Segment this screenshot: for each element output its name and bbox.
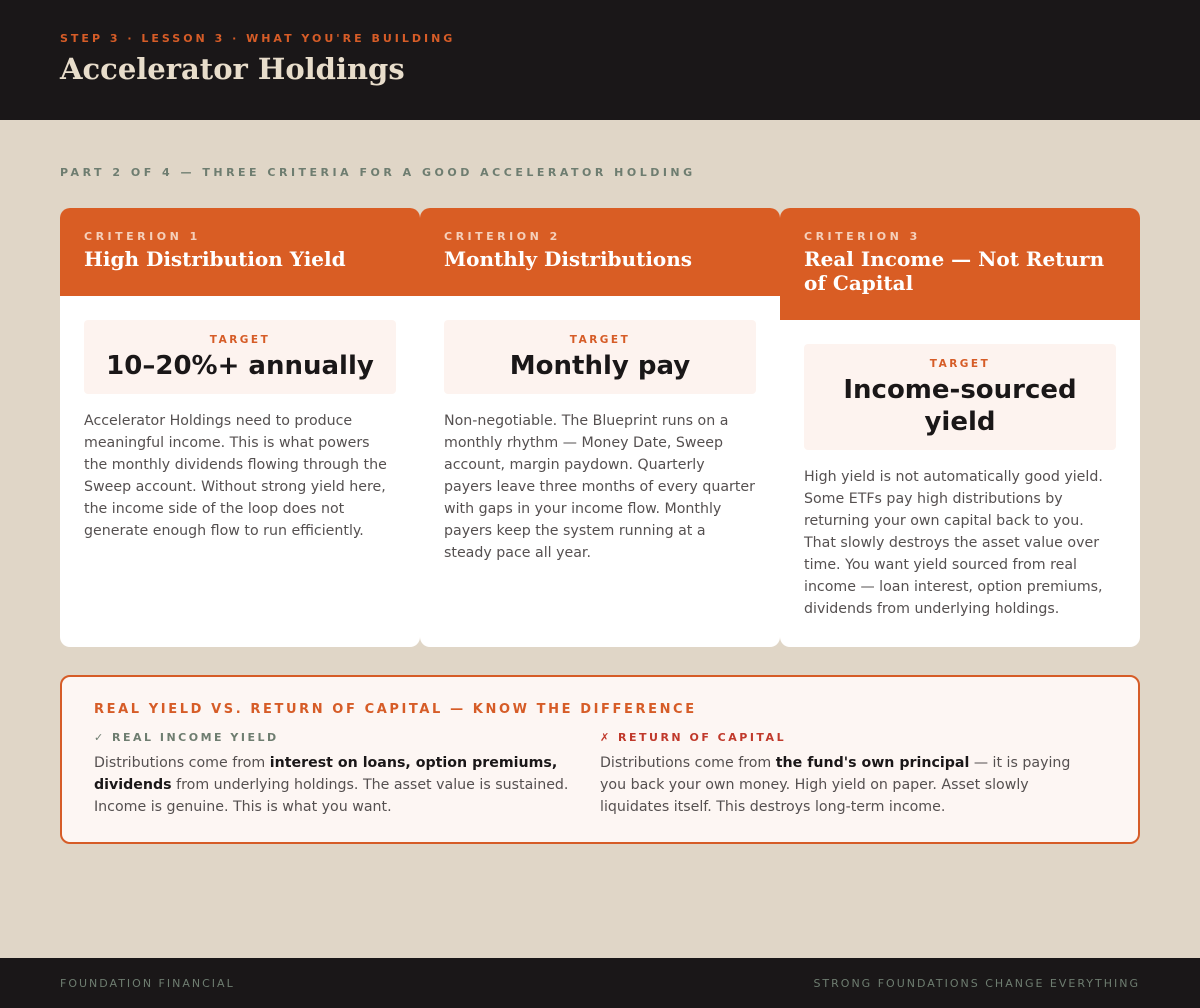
comparison-callout: [60, 675, 1140, 844]
criterion-card-header: [780, 208, 1140, 320]
target-box: [444, 320, 756, 394]
criterion-card-body: [780, 320, 1140, 620]
callout-title: REAL YIELD VS. RETURN OF CAPITAL — KNOW THE DIFFERENCE: [94, 702, 697, 717]
text-segment: — it is paying you back your own money. High yield on paper. Asset slowly liquidates itself. This destroys long-term income.: [600, 755, 1071, 815]
real-income-heading: ✓ REAL INCOME YIELD: [94, 731, 279, 744]
criterion-card-3: [780, 208, 1140, 647]
criterion-card-body: [60, 296, 420, 542]
emphasis-text: interest on loans, option premiums, dividends: [94, 755, 558, 793]
criterion-title: High Distribution Yield: [84, 247, 346, 271]
target-label: TARGET: [209, 334, 271, 346]
emphasis-text: the fund's own principal: [775, 755, 970, 771]
criterion-card-header: [420, 208, 780, 296]
criterion-title: Monthly Distributions: [444, 247, 693, 271]
text-segment: Distributions come from: [94, 755, 270, 771]
target-label: TARGET: [929, 358, 991, 370]
criterion-kicker: CRITERION 2: [444, 230, 561, 243]
target-value: Income-sourced yield: [843, 375, 1077, 437]
criterion-description: High yield is not automatically good yield. Some ETFs pay high distributions by returning your own capital back to you. That slowly destroys the asset value over time. You want yield sourced from real income — loan interest, option premiums, dividends from underlying holdings.: [804, 469, 1103, 617]
page-footer: [0, 958, 1200, 1008]
criterion-description: Accelerator Holdings need to produce meaningful income. This is what powers the monthly dividends flowing through the Sweep account. Without strong yield here, the income side of the loop does not generate enough flow to run efficiently.: [84, 413, 387, 539]
criterion-title: Real Income — Not Return of Capital: [804, 247, 1105, 295]
lesson-eyebrow: STEP 3 · LESSON 3 · WHAT YOU'RE BUILDING: [60, 32, 456, 45]
return-of-capital-heading: ✗ RETURN OF CAPITAL: [600, 731, 787, 744]
criterion-kicker: CRITERION 1: [84, 230, 201, 243]
target-label: TARGET: [569, 334, 631, 346]
text-segment: from underlying holdings. The asset value is sustained. Income is genuine. This is what you want.: [94, 777, 569, 815]
target-box: [804, 344, 1116, 450]
page-header: [0, 0, 1200, 120]
criterion-kicker: CRITERION 3: [804, 230, 921, 243]
criterion-description: Non-negotiable. The Blueprint runs on a monthly rhythm — Money Date, Sweep account, margin paydown. Quarterly payers leave three months of every quarter with gaps in your income flow. Monthly payers keep the system running at a steady pace all year.: [444, 413, 755, 561]
footer-brand: FOUNDATION FINANCIAL: [60, 977, 235, 990]
footer-tagline: STRONG FOUNDATIONS CHANGE EVERYTHING: [813, 977, 1140, 990]
return-of-capital-column: [600, 731, 1080, 818]
page-title: Accelerator Holdings: [60, 52, 405, 86]
target-box: [84, 320, 396, 394]
return-of-capital-text: [600, 752, 1080, 818]
real-income-text: [94, 752, 574, 818]
target-value: Monthly pay: [509, 351, 691, 381]
real-income-column: [94, 731, 574, 818]
criterion-card-header: [60, 208, 420, 296]
criteria-cards: [60, 208, 1140, 647]
criterion-card-1: [60, 208, 420, 647]
target-value: 10–20%+ annually: [106, 351, 374, 381]
criterion-card-2: [420, 208, 780, 647]
criterion-card-body: [420, 296, 780, 564]
section-label: PART 2 OF 4 — THREE CRITERIA FOR A GOOD ACCELERATOR HOLDING: [60, 166, 696, 179]
text-segment: Distributions come from: [600, 755, 776, 771]
